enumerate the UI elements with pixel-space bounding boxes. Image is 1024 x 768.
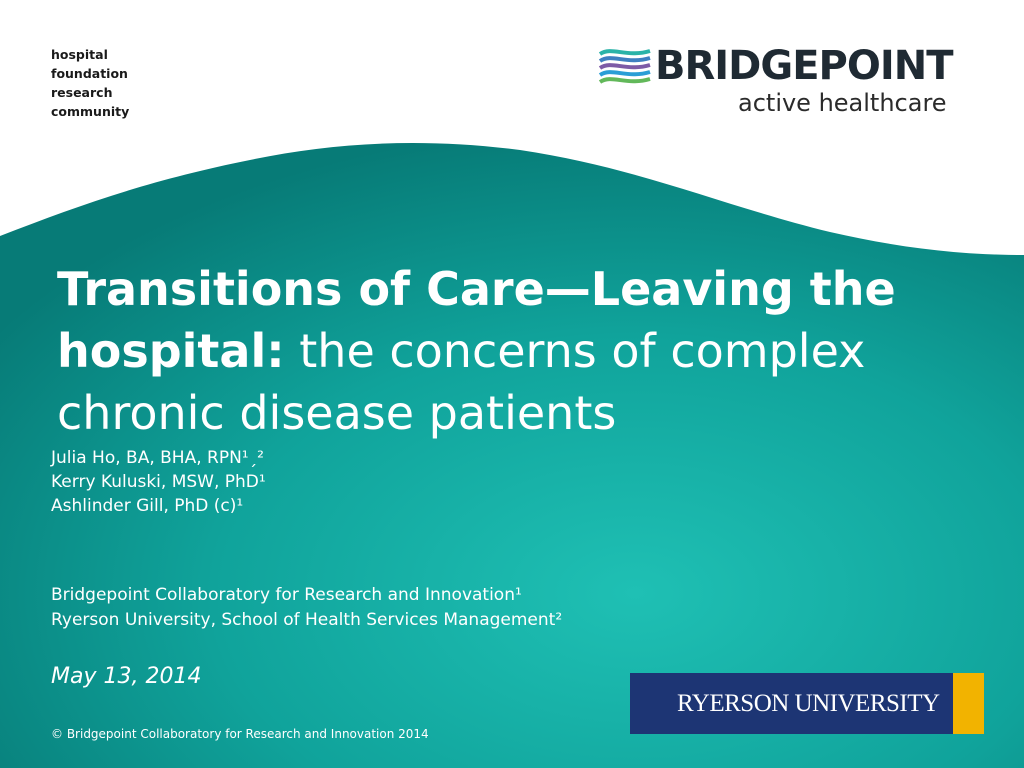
ryerson-logo-text: RYERSON UNIVERSITY: [677, 690, 940, 717]
affiliation: Ryerson University, School of Health Services Management²: [51, 610, 563, 630]
presentation-date: May 13, 2014: [51, 664, 202, 689]
title-bold: Transitions of Care—Leaving the hospital:: [57, 262, 896, 378]
ryerson-logo: [630, 673, 984, 734]
ryerson-gold-bar: [953, 673, 984, 734]
tagline-line: hospital: [51, 47, 108, 62]
tagline-line: research: [51, 85, 113, 100]
author: Julia Ho, BA, BHA, RPN¹ˏ²: [51, 448, 264, 468]
tagline: [51, 45, 129, 121]
author-list: [51, 446, 266, 518]
title-normal: the concerns of complex chronic disease patients: [57, 324, 866, 440]
tagline-line: community: [51, 104, 130, 119]
affiliation: Bridgepoint Collaboratory for Research and Innovation¹: [51, 585, 522, 605]
brand-subtitle: active healthcare: [738, 89, 947, 117]
affiliation-list: [51, 583, 562, 633]
author: Kerry Kuluski, MSW, PhD¹: [51, 472, 266, 492]
slide-title: [57, 258, 997, 444]
wave-stripes-icon: [598, 46, 652, 86]
brand-name: BRIDGEPOINT: [655, 43, 953, 89]
copyright-notice: © Bridgepoint Collaboratory for Research and Innovation 2014: [51, 727, 429, 741]
author: Ashlinder Gill, PhD (c)¹: [51, 496, 244, 516]
bridgepoint-logo: [598, 42, 978, 122]
tagline-line: foundation: [51, 66, 128, 81]
